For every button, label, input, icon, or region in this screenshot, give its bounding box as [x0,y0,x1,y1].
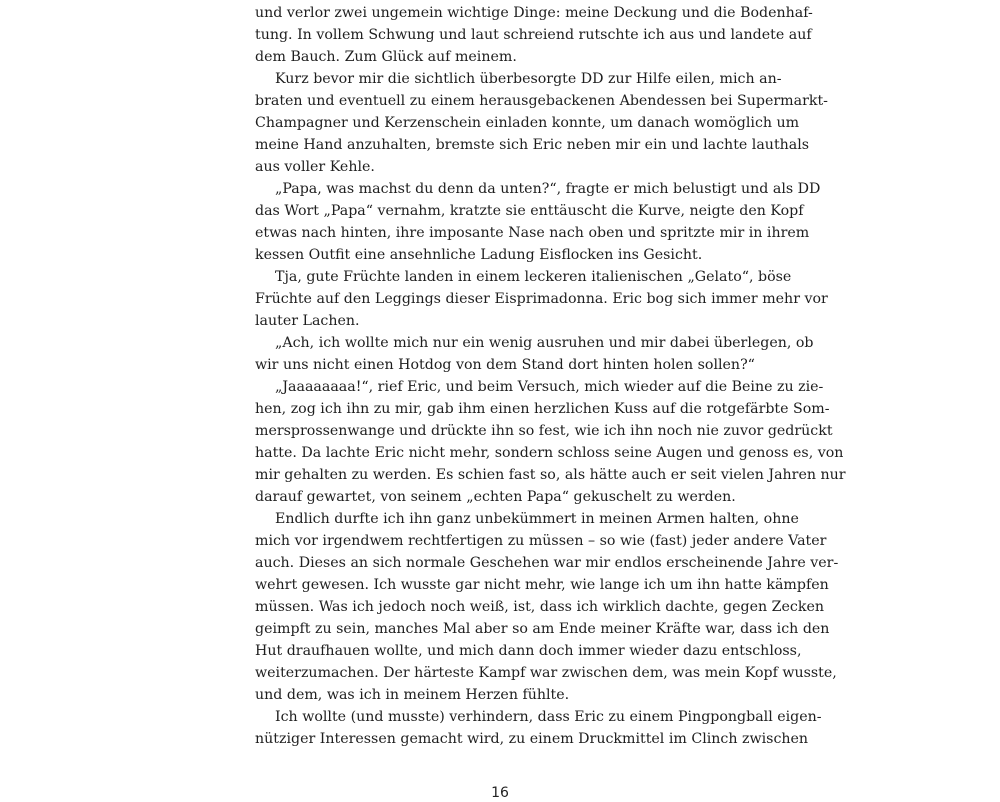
text-line: hatte. Da lachte Eric nicht mehr, sondern schloss seine Augen und genoss es, von [255,445,844,461]
text-line: Champagner und Kerzenschein einladen konnte, um danach womöglich um [255,115,800,131]
text-line: meine Hand anzuhalten, bremste sich Eric neben mir ein und lachte lauthals [255,137,810,153]
text-line: mir gehalten zu werden. Es schien fast so, als hätte auch er seit vielen Jahren nur [255,467,846,483]
text-line: aus voller Kehle. [255,159,375,175]
text-line: kessen Outfit eine ansehnliche Ladung Eisflocken ins Gesicht. [255,247,703,263]
paragraph-fall [255,2,813,68]
text-line: darauf gewartet, von seinem „echten Papa“ gekuschelt zu werden. [255,489,736,505]
text-line: „Ach, ich wollte mich nur ein wenig ausruhen und mir dabei überlegen, ob [275,335,814,351]
text-line: etwas nach hinten, ihre imposante Nase nach oben und spritzte mir in ihrem [255,225,810,241]
paragraph-pingpong [255,706,822,750]
text-line: Früchte auf den Leggings dieser Eisprimadonna. Eric bog sich immer mehr vor [255,291,828,307]
paragraph-dd-help [255,68,828,178]
paragraph-kuss [255,376,846,508]
text-line: wir uns nicht einen Hotdog von dem Stand dort hinten holen sollen?“ [255,357,755,373]
paragraph-fruechte [255,266,828,332]
text-line: wehrt gewesen. Ich wusste gar nicht mehr, wie lange ich um ihn hatte kämpfen [255,577,829,593]
text-line: braten und eventuell zu einem herausgebackenen Abendessen bei Supermarkt- [255,93,828,109]
text-line: und dem, was ich in meinem Herzen fühlte. [255,687,570,703]
paragraph-endlich [255,508,839,706]
text-line: Tja, gute Früchte landen in einem leckeren italienischen „Gelato“, böse [275,269,792,285]
text-line: das Wort „Papa“ vernahm, kratzte sie enttäuscht die Kurve, neigte den Kopf [255,203,804,219]
text-line: Hut draufhauen wollte, und mich dann doch immer wieder dazu entschloss, [255,643,802,659]
text-line: weiterzumachen. Der härteste Kampf war zwischen dem, was mein Kopf wusste, [255,665,837,681]
text-line: müssen. Was ich jedoch noch weiß, ist, dass ich wirklich dachte, gegen Zecken [255,599,824,615]
page-number: 16 [491,785,509,801]
text-line: und verlor zwei ungemein wichtige Dinge: meine Deckung und die Bodenhaf- [255,5,813,21]
text-line: Ich wollte (und musste) verhindern, dass Eric zu einem Pingpongball eigen- [275,709,822,725]
text-line: dem Bauch. Zum Glück auf meinem. [255,49,517,65]
text-line: Endlich durfte ich ihn ganz unbekümmert in meinen Armen halten, ohne [275,511,799,527]
paragraph-hotdog [255,332,814,376]
text-line: mich vor irgendwem rechtfertigen zu müssen – so wie (fast) jeder andere Vater [255,533,827,549]
text-line: Kurz bevor mir die sichtlich überbesorgte DD zur Hilfe eilen, mich an- [275,71,782,87]
text-line: geimpft zu sein, manches Mal aber so am Ende meiner Kräfte war, dass ich den [255,621,830,637]
text-line: nütziger Interessen gemacht wird, zu einem Druckmittel im Clinch zwischen [255,731,809,747]
text-line: „Papa, was machst du denn da unten?“, fragte er mich belustigt und als DD [275,181,821,197]
text-line: auch. Dieses an sich normale Geschehen war mir endlos erscheinende Jahre ver- [255,555,839,571]
body-text [255,2,846,750]
text-line: „Jaaaaaaaa!“, rief Eric, und beim Versuch, mich wieder auf die Beine zu zie- [275,379,824,395]
text-line: mersprossenwange und drückte ihn so fest, wie ich ihn noch nie zuvor gedrückt [255,423,833,439]
text-line: lauter Lachen. [255,313,360,329]
text-line: hen, zog ich ihn zu mir, gab ihm einen herzlichen Kuss auf die rotgefärbte Som- [255,401,830,417]
paragraph-papa [255,178,821,266]
text-line: tung. In vollem Schwung und laut schreiend rutschte ich aus und landete auf [255,27,812,43]
